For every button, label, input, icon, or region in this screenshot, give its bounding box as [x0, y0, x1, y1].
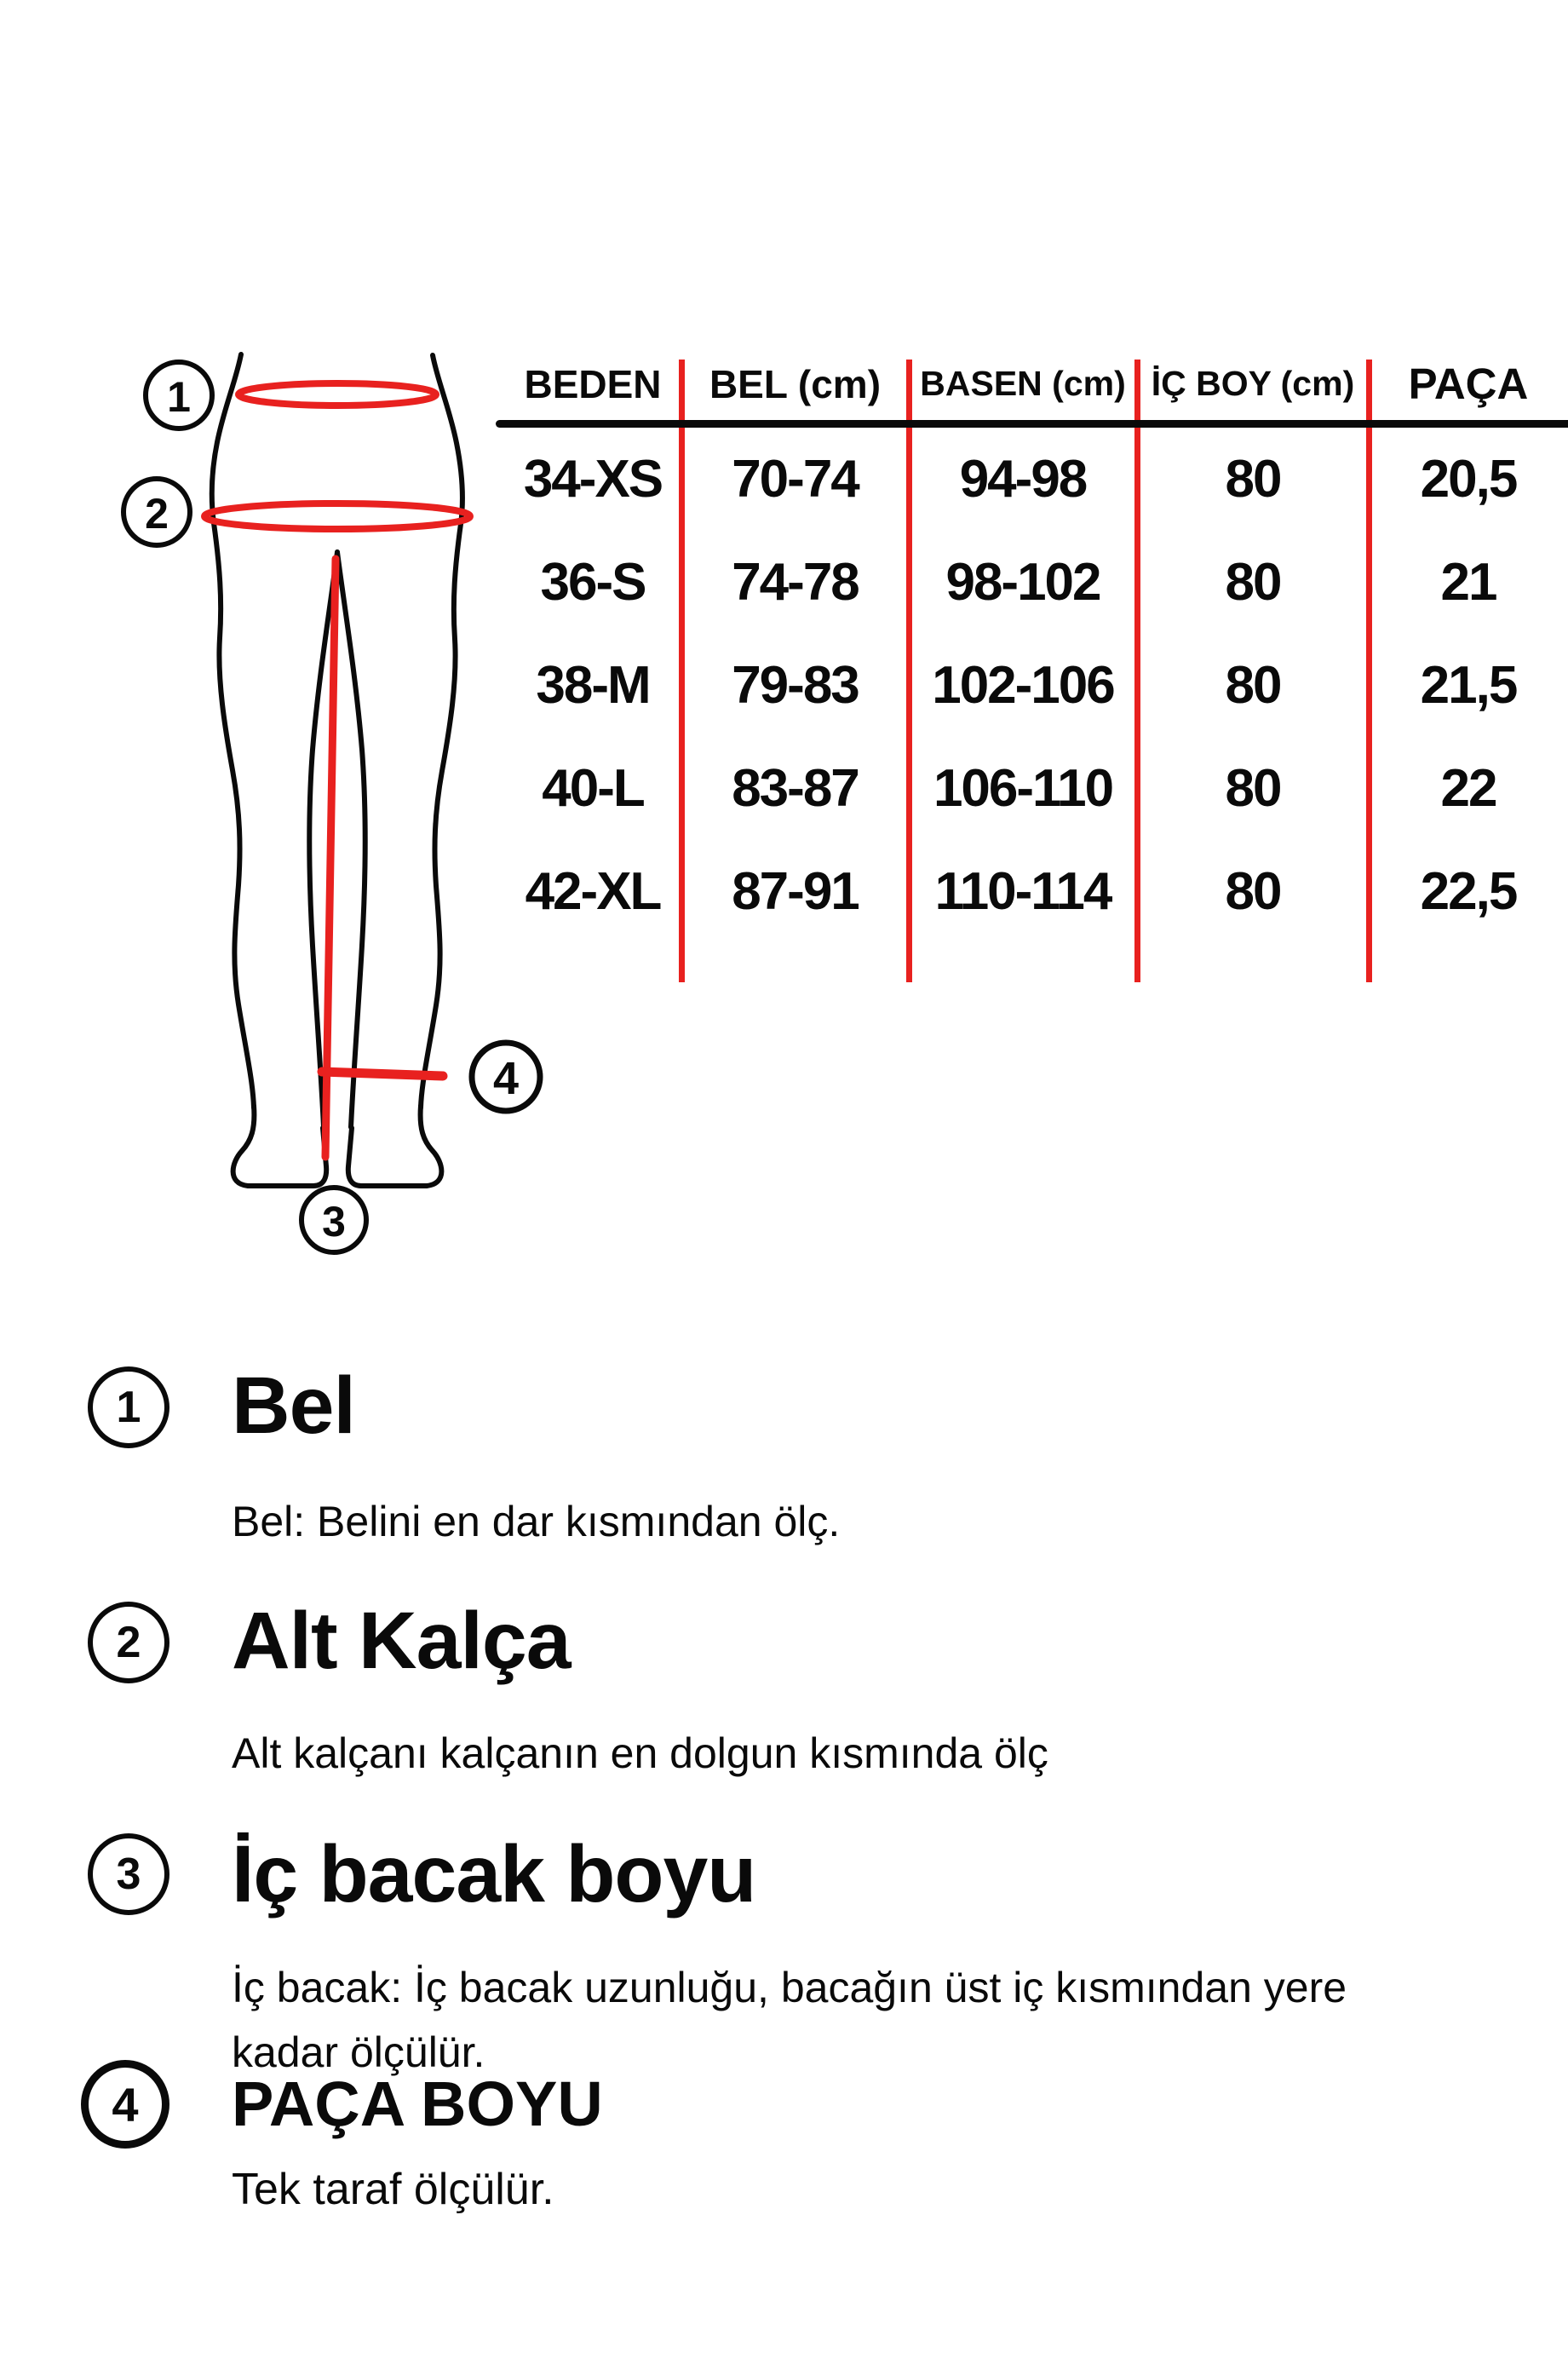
cell-inseam: 80 [1225, 759, 1281, 818]
section-1-description: Bel: Belini en dar kısmından ölç. [232, 1498, 841, 1545]
cell-hip: 94-98 [959, 450, 1087, 509]
cell-waist: 83-87 [732, 759, 859, 818]
col-header-beden: BEDEN [524, 361, 662, 406]
cell-hem: 22 [1440, 759, 1496, 818]
cell-waist: 74-78 [732, 553, 859, 612]
size-table-header [504, 348, 1568, 420]
table-header-rule [496, 420, 1568, 428]
cell-hip: 106-110 [933, 759, 1113, 818]
section-1-number: 1 [116, 1383, 141, 1432]
cell-hip: 110-114 [934, 862, 1111, 921]
hip-measure-line [204, 503, 470, 529]
cell-waist: 79-83 [732, 656, 859, 715]
cell-hem: 21,5 [1420, 656, 1517, 715]
callout-1-number: 1 [167, 373, 191, 421]
table-row [504, 840, 1568, 943]
callout-2-number: 2 [145, 490, 169, 538]
cell-size: 42-XL [525, 862, 661, 921]
cell-inseam: 80 [1225, 450, 1281, 509]
section-4-title: PAÇA BOYU [232, 2068, 603, 2139]
section-3-title: İç bacak boyu [232, 1829, 756, 1919]
col-header-icboy: İÇ BOY (cm) [1151, 364, 1355, 403]
section-2-number: 2 [116, 1618, 141, 1667]
cell-inseam: 80 [1225, 553, 1281, 612]
section-1-title: Bel [232, 1361, 355, 1451]
cell-size: 34-XS [523, 450, 663, 509]
section-4-description: Tek taraf ölçülür. [232, 2165, 554, 2214]
callout-4-number: 4 [492, 1053, 520, 1104]
inseam-measure-line [325, 559, 336, 1157]
hem-measure-line [322, 1072, 443, 1076]
callout-3-number: 3 [322, 1198, 346, 1246]
cell-hem: 21 [1440, 553, 1496, 612]
cell-size: 40-L [542, 759, 644, 818]
cell-inseam: 80 [1225, 656, 1281, 715]
section-4-number: 4 [112, 2077, 139, 2132]
table-row [504, 737, 1568, 840]
section-3-description: İç bacak: İç bacak uzunluğu, bacağın üst iç kısmından yere kadar ölçülür. [232, 1964, 1347, 2076]
cell-hip: 102-106 [932, 656, 1114, 715]
col-header-paca: PAÇA [1408, 360, 1529, 408]
section-2-title: Alt Kalça [232, 1596, 571, 1686]
cell-size: 36-S [540, 553, 646, 612]
cell-hem: 20,5 [1420, 450, 1517, 509]
section-1-number-badge [88, 1366, 169, 1448]
section-2-number-badge [88, 1602, 169, 1683]
body-outline [212, 354, 462, 1186]
section-2-description: Alt kalçanı kalçanın en dolgun kısmında ölç [232, 1729, 1048, 1777]
col-header-basen: BASEN (cm) [920, 364, 1126, 403]
cell-inseam: 80 [1225, 862, 1281, 921]
section-3-number-badge [88, 1833, 169, 1915]
cell-waist: 87-91 [732, 862, 859, 921]
waist-measure-line [238, 383, 436, 406]
cell-hip: 98-102 [945, 553, 1100, 612]
section-4-number-badge [81, 2060, 169, 2149]
section-3-number: 3 [116, 1850, 141, 1899]
cell-waist: 70-74 [732, 450, 859, 509]
cell-size: 38-M [536, 656, 650, 715]
cell-hem: 22,5 [1420, 862, 1517, 921]
table-row [504, 428, 1568, 531]
table-row [504, 634, 1568, 737]
col-header-bel: BEL (cm) [709, 361, 882, 406]
table-row [504, 531, 1568, 634]
